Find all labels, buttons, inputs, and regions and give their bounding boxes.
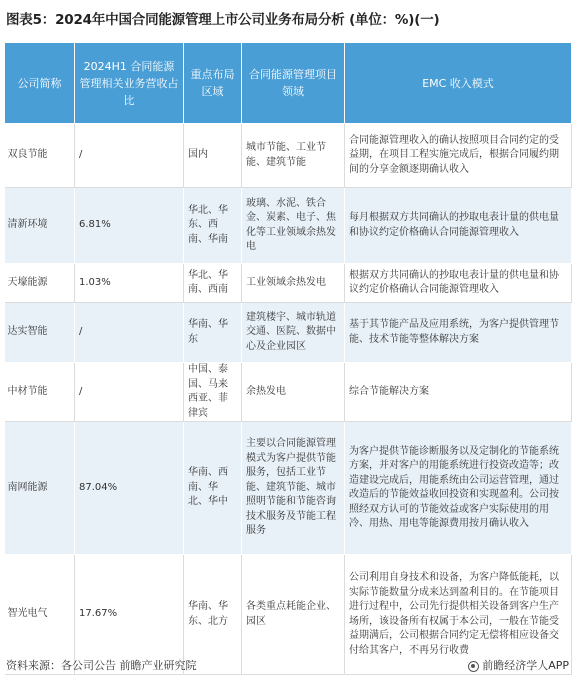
- table-row: [5, 124, 572, 188]
- revenue-share: 1.03%: [75, 264, 184, 303]
- table-row: [5, 303, 572, 363]
- table-row: [5, 555, 572, 675]
- company-name: 天壕能源: [5, 264, 75, 303]
- project-field: 各类重点耗能企业、园区: [242, 555, 345, 675]
- brand-name: 前瞻经济学人APP: [482, 659, 569, 672]
- project-field: 建筑楼宇、城市轨道交通、医院、数据中心及企业园区: [242, 303, 345, 363]
- header-region: 重点布局区域: [184, 43, 242, 124]
- region: 华南、西南、华北、华中: [184, 422, 242, 555]
- table-row: [5, 264, 572, 303]
- company-name: 达实智能: [5, 303, 75, 363]
- source-note: 资料来源：各公司公告 前瞻产业研究院: [6, 659, 197, 672]
- table-row: [5, 422, 572, 555]
- project-field: 城市节能、工业节能、建筑节能: [242, 124, 345, 188]
- region: 国内: [184, 124, 242, 188]
- table-row: [5, 188, 572, 264]
- revenue-share: 87.04%: [75, 422, 184, 555]
- region: 华北、华南、西南: [184, 264, 242, 303]
- revenue-share: 6.81%: [75, 188, 184, 264]
- project-field: 余热发电: [242, 363, 345, 422]
- region: 华北、华东、西南、华南: [184, 188, 242, 264]
- revenue-share: 17.67%: [75, 555, 184, 675]
- emc-model: 为客户提供节能诊断服务以及定制化的节能系统方案，并对客户的用能系统进行投资改造等；改造建设完成后，用能系统由公司运营管理，通过改造后的节能效益收回投资和实现盈利。公司按照经双方认可的节能效益或客户实际使用的用冷、用热、用电等能源费用按月确认收入: [345, 422, 572, 555]
- table-header-row: [5, 43, 572, 124]
- company-name: 清新环境: [5, 188, 75, 264]
- project-field: 玻璃、水泥、铁合金、炭素、电子、焦化等工业领域余热发电: [242, 188, 345, 264]
- emc-model: 合同能源管理收入的确认按照项目合同约定的受益期，在项目工程实施完成后，根据合同履约期间的分享金额逐期确认收入: [345, 124, 572, 188]
- emc-model: 根据双方共同确认的抄取电表计量的供电量和协议约定价格确认合同能源管理收入: [345, 264, 572, 303]
- company-name: 双良节能: [5, 124, 75, 188]
- project-field: 主要以合同能源管理模式为客户提供节能服务，包括工业节能、建筑节能、城市照明节能和节能咨询技术服务及节能工程服务: [242, 422, 345, 555]
- company-name: 中材节能: [5, 363, 75, 422]
- brand-footer: [468, 658, 569, 674]
- table-row: [5, 363, 572, 422]
- page-title: 图表5：2024年中国合同能源管理上市公司业务布局分析 (单位：%)(一): [6, 12, 440, 28]
- revenue-share: /: [75, 303, 184, 363]
- header-emc-model: EMC 收入模式: [345, 43, 572, 124]
- project-field: 工业领域余热发电: [242, 264, 345, 303]
- revenue-share: /: [75, 124, 184, 188]
- emc-model: 每月根据双方共同确认的抄取电表计量的供电量和协议约定价格确认合同能源管理收入: [345, 188, 572, 264]
- business-layout-table: [4, 42, 572, 675]
- region: 华南、华东: [184, 303, 242, 363]
- header-project-field: 合同能源管理项目领域: [242, 43, 345, 124]
- emc-model: 公司利用自身技术和设备，为客户降低能耗，以实际节能数量分成来达到盈利目的。在节能项目进行过程中，公司先行提供相关设备到客户生产场所，该设备所有权属于本公司，一般在节能受益期满后，公司根据合同约定无偿将相应设备交付给其客户，不再另行收费: [345, 555, 572, 675]
- emc-model: 基于其节能产品及应用系统，为客户提供管理节能、技术节能等整体解决方案: [345, 303, 572, 363]
- region: 华南、华东、北方: [184, 555, 242, 675]
- header-company: 公司简称: [5, 43, 75, 124]
- emc-model: 综合节能解决方案: [345, 363, 572, 422]
- header-revenue-share: 2024H1 合同能源管理相关业务营收占比: [75, 43, 184, 124]
- revenue-share: /: [75, 363, 184, 422]
- company-name: 南网能源: [5, 422, 75, 555]
- company-name: 智光电气: [5, 555, 75, 675]
- region: 中国、泰国、马来西亚、菲律宾: [184, 363, 242, 422]
- qianzhan-logo-icon: [468, 661, 479, 672]
